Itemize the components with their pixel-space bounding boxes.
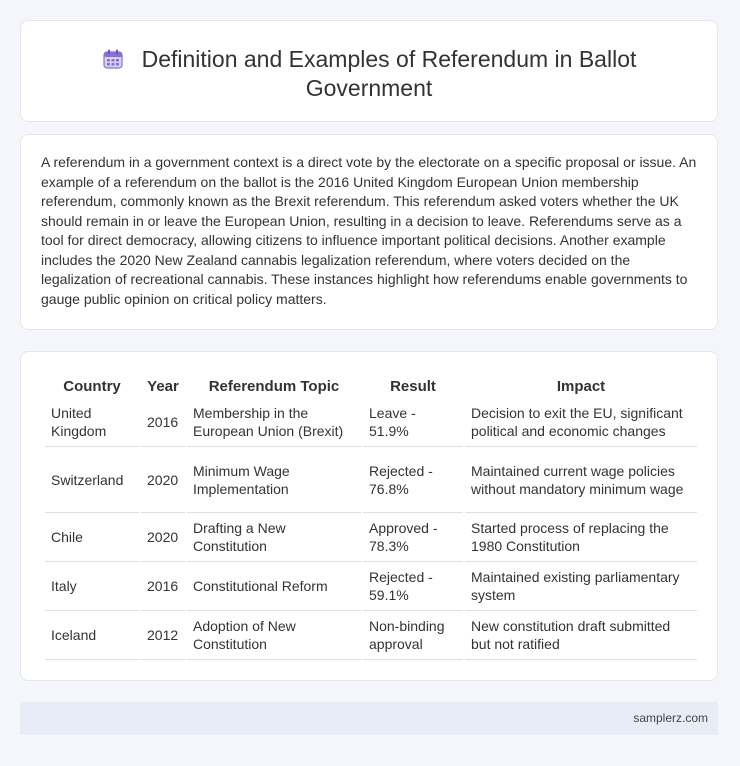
cell-result: Leave - 51.9% [363,398,463,447]
header-country: Country [63,377,121,395]
page-title: Definition and Examples of Referendum in Ballot Government [141,46,637,101]
table-row [45,398,697,447]
header-year: Year [147,377,179,395]
cell-country: Italy [45,562,139,611]
header-topic: Referendum Topic [208,377,340,395]
header-impact: Impact [556,377,606,395]
footer-site-link[interactable]: samplerz.com [633,711,708,725]
cell-result: Approved - 78.3% [363,513,463,562]
table-header-row [45,372,697,398]
intro-paragraph: A referendum in a government context is a direct vote by the electorate on a specific proposal or issue. An example of a referendum on the ballot is the 2016 United Kingdom European Union membership referendum, commonly known as the Brexit referendum. This referendum asked voters whether the UK should remain in or leave the European Union, resulting in a decision to leave. Referendums serve as a tool for direct democracy, allowing citizens to influence important political decisions. Another example includes the 2020 New Zealand cannabis legalization referendum, where voters decided on the legalization of recreational cannabis. These instances highlight how referendums enable governments to gauge public opinion on critical policy matters. [41,154,697,307]
table-row [45,611,697,660]
cell-topic: Constitutional Reform [187,562,361,611]
cell-year: 2016 [141,562,185,611]
cell-impact: New constitution draft submitted but not ratified [465,611,697,660]
cell-year: 2012 [141,611,185,660]
cell-country: Switzerland [45,447,139,513]
cell-topic: Minimum Wage Implementation [187,447,361,513]
table-row [45,513,697,562]
cell-result: Non-binding approval [363,611,463,660]
cell-result: Rejected - 59.1% [363,562,463,611]
cell-topic: Adoption of New Constitution [187,611,361,660]
intro-card [20,134,718,330]
table-row [45,447,697,513]
cell-topic: Drafting a New Constitution [187,513,361,562]
referendum-table [43,372,699,660]
table-card [20,351,718,681]
header-result: Result [390,377,436,395]
footer [20,702,718,735]
table-row [45,562,697,611]
cell-impact: Maintained current wage policies without mandatory minimum wage [465,447,697,513]
cell-impact: Maintained existing parliamentary system [465,562,697,611]
cell-impact: Started process of replacing the 1980 Constitution [465,513,697,562]
cell-year: 2020 [141,447,185,513]
cell-country: United Kingdom [45,398,139,447]
cell-year: 2020 [141,513,185,562]
cell-year: 2016 [141,398,185,447]
title-card [20,20,718,122]
cell-country: Iceland [45,611,139,660]
calendar-icon [102,48,124,70]
cell-impact: Decision to exit the EU, significant political and economic changes [465,398,697,447]
cell-result: Rejected - 76.8% [363,447,463,513]
page-title-wrap [61,45,677,103]
cell-country: Chile [45,513,139,562]
cell-topic: Membership in the European Union (Brexit) [187,398,361,447]
